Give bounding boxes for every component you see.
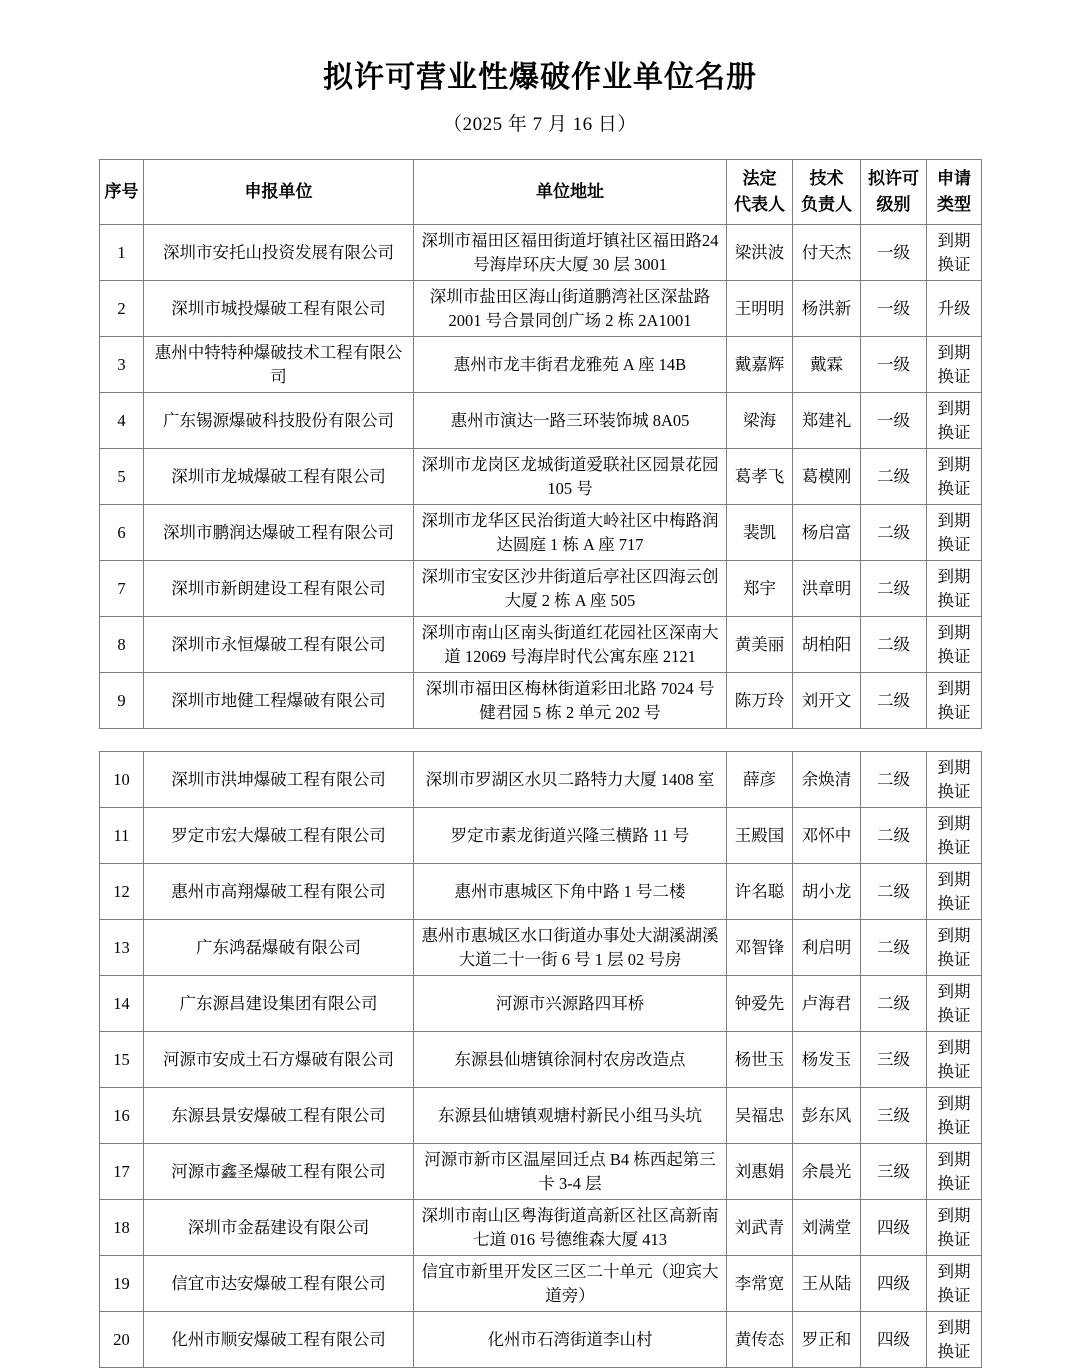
cell-apply-type: 到期换证 [927,673,982,729]
cell-unit: 深圳市龙城爆破工程有限公司 [144,449,414,505]
cell-grade: 二级 [861,920,927,976]
table-body-part1 [100,225,982,729]
header-unit: 申报单位 [144,160,414,225]
cell-index: 13 [100,920,144,976]
cell-index: 7 [100,561,144,617]
table-row [100,449,982,505]
cell-legal-rep: 钟爱先 [727,976,793,1032]
cell-legal-rep: 梁洪波 [727,225,793,281]
registry-table-container [99,138,981,1368]
cell-legal-rep: 戴嘉辉 [727,337,793,393]
table-row [100,337,982,393]
cell-index: 18 [100,1200,144,1256]
cell-apply-type: 到期换证 [927,337,982,393]
cell-address: 惠州市演达一路三环装饰城 8A05 [414,393,727,449]
header-apply-type-line1: 申请 [937,169,971,188]
cell-legal-rep: 黄传态 [727,1312,793,1368]
cell-grade: 二级 [861,752,927,808]
cell-tech-lead: 邓怀中 [793,808,861,864]
cell-tech-lead: 利启明 [793,920,861,976]
header-tech-lead [793,160,861,225]
cell-address: 惠州市惠城区水口街道办事处大湖溪湖溪大道二十一街 6 号 1 层 02 号房 [414,920,727,976]
cell-apply-type: 到期换证 [927,225,982,281]
cell-tech-lead: 杨启富 [793,505,861,561]
cell-address: 深圳市南山区南头街道红花园社区深南大道 12069 号海岸时代公寓东座 2121 [414,617,727,673]
registry-table-part2 [99,751,982,1368]
cell-unit: 深圳市新朗建设工程有限公司 [144,561,414,617]
cell-grade: 二级 [861,505,927,561]
cell-index: 6 [100,505,144,561]
cell-apply-type: 到期换证 [927,1144,982,1200]
cell-tech-lead: 王从陆 [793,1256,861,1312]
cell-address: 罗定市素龙街道兴隆三横路 11 号 [414,808,727,864]
cell-index: 5 [100,449,144,505]
table-row [100,561,982,617]
cell-address: 深圳市龙岗区龙城街道爱联社区园景花园 105 号 [414,449,727,505]
cell-tech-lead: 刘满堂 [793,1200,861,1256]
cell-index: 1 [100,225,144,281]
cell-index: 15 [100,1032,144,1088]
cell-legal-rep: 刘惠娟 [727,1144,793,1200]
cell-index: 16 [100,1088,144,1144]
table-row [100,393,982,449]
cell-unit: 广东锡源爆破科技股份有限公司 [144,393,414,449]
cell-unit: 罗定市宏大爆破工程有限公司 [144,808,414,864]
cell-legal-rep: 裴凯 [727,505,793,561]
cell-index: 10 [100,752,144,808]
table-row [100,673,982,729]
cell-grade: 二级 [861,617,927,673]
table-row [100,281,982,337]
header-address: 单位地址 [414,160,727,225]
cell-apply-type: 到期换证 [927,1312,982,1368]
cell-address: 河源市新市区温屋回迁点 B4 栋西起第三卡 3-4 层 [414,1144,727,1200]
cell-legal-rep: 王明明 [727,281,793,337]
cell-apply-type: 到期换证 [927,617,982,673]
cell-index: 3 [100,337,144,393]
table-row [100,225,982,281]
cell-tech-lead: 胡小龙 [793,864,861,920]
cell-legal-rep: 黄美丽 [727,617,793,673]
cell-grade: 四级 [861,1312,927,1368]
cell-tech-lead: 付天杰 [793,225,861,281]
cell-grade: 二级 [861,673,927,729]
cell-grade: 二级 [861,449,927,505]
cell-address: 深圳市福田区梅林街道彩田北路 7024 号健君园 5 栋 2 单元 202 号 [414,673,727,729]
cell-unit: 深圳市城投爆破工程有限公司 [144,281,414,337]
cell-grade: 二级 [861,808,927,864]
cell-legal-rep: 王殿国 [727,808,793,864]
cell-index: 8 [100,617,144,673]
cell-apply-type: 到期换证 [927,1200,982,1256]
cell-unit: 河源市鑫圣爆破工程有限公司 [144,1144,414,1200]
cell-unit: 信宜市达安爆破工程有限公司 [144,1256,414,1312]
cell-address: 河源市兴源路四耳桥 [414,976,727,1032]
cell-tech-lead: 余晨光 [793,1144,861,1200]
cell-tech-lead: 罗正和 [793,1312,861,1368]
table-header [100,160,982,225]
cell-grade: 一级 [861,225,927,281]
cell-address: 深圳市盐田区海山街道鹏湾社区深盐路2001 号合景同创广场 2 栋 2A1001 [414,281,727,337]
header-grade-line1: 拟许可 [868,169,919,188]
page-break-gap [99,729,981,751]
cell-grade: 三级 [861,1144,927,1200]
cell-grade: 四级 [861,1256,927,1312]
cell-apply-type: 到期换证 [927,449,982,505]
cell-apply-type: 升级 [927,281,982,337]
cell-apply-type: 到期换证 [927,920,982,976]
cell-index: 17 [100,1144,144,1200]
table-row [100,808,982,864]
cell-legal-rep: 许名聪 [727,864,793,920]
cell-index: 9 [100,673,144,729]
table-row [100,1312,982,1368]
cell-legal-rep: 陈万玲 [727,673,793,729]
cell-grade: 四级 [861,1200,927,1256]
cell-address: 惠州市惠城区下角中路 1 号二楼 [414,864,727,920]
cell-apply-type: 到期换证 [927,393,982,449]
cell-address: 惠州市龙丰街君龙雅苑 A 座 14B [414,337,727,393]
cell-unit: 深圳市洪坤爆破工程有限公司 [144,752,414,808]
cell-tech-lead: 胡柏阳 [793,617,861,673]
cell-unit: 化州市顺安爆破工程有限公司 [144,1312,414,1368]
cell-apply-type: 到期换证 [927,561,982,617]
cell-tech-lead: 戴霖 [793,337,861,393]
cell-index: 19 [100,1256,144,1312]
cell-unit: 惠州市高翔爆破工程有限公司 [144,864,414,920]
cell-grade: 二级 [861,561,927,617]
cell-grade: 一级 [861,337,927,393]
cell-tech-lead: 郑建礼 [793,393,861,449]
cell-index: 20 [100,1312,144,1368]
page-title: 拟许可营业性爆破作业单位名册 [323,61,757,94]
table-row [100,1256,982,1312]
cell-unit: 东源县景安爆破工程有限公司 [144,1088,414,1144]
cell-apply-type: 到期换证 [927,1088,982,1144]
cell-tech-lead: 刘开文 [793,673,861,729]
cell-grade: 二级 [861,976,927,1032]
cell-index: 2 [100,281,144,337]
table-row [100,864,982,920]
cell-tech-lead: 杨洪新 [793,281,861,337]
cell-apply-type: 到期换证 [927,1256,982,1312]
table-row [100,1144,982,1200]
header-legal-rep-line1: 法定 [742,169,777,188]
cell-legal-rep: 吴福忠 [727,1088,793,1144]
cell-apply-type: 到期换证 [927,976,982,1032]
header-index: 序号 [100,160,144,225]
table-row [100,505,982,561]
cell-unit: 深圳市金磊建设有限公司 [144,1200,414,1256]
cell-unit: 深圳市鹏润达爆破工程有限公司 [144,505,414,561]
document-date: （2025 年 7 月 16 日） [443,114,637,135]
header-tech-lead-line2: 负责人 [801,195,852,214]
cell-tech-lead: 葛模刚 [793,449,861,505]
cell-address: 深圳市南山区粤海街道高新区社区高新南七道 016 号德维森大厦 413 [414,1200,727,1256]
table-row [100,617,982,673]
cell-grade: 二级 [861,864,927,920]
cell-apply-type: 到期换证 [927,808,982,864]
cell-apply-type: 到期换证 [927,1032,982,1088]
registry-table-part1 [99,159,982,729]
cell-address: 东源县仙塘镇观塘村新民小组马头坑 [414,1088,727,1144]
cell-index: 4 [100,393,144,449]
table-row [100,752,982,808]
table-body-part2 [100,752,982,1368]
cell-grade: 一级 [861,281,927,337]
cell-address: 化州市石湾街道李山村 [414,1312,727,1368]
cell-grade: 三级 [861,1032,927,1088]
cell-legal-rep: 李常宽 [727,1256,793,1312]
cell-address: 深圳市福田区福田街道圩镇社区福田路24 号海岸环庆大厦 30 层 3001 [414,225,727,281]
cell-legal-rep: 刘武青 [727,1200,793,1256]
cell-apply-type: 到期换证 [927,864,982,920]
cell-unit: 深圳市安托山投资发展有限公司 [144,225,414,281]
cell-legal-rep: 邓智锋 [727,920,793,976]
cell-unit: 广东源昌建设集团有限公司 [144,976,414,1032]
cell-address: 东源县仙塘镇徐洞村农房改造点 [414,1032,727,1088]
cell-address: 深圳市罗湖区水贝二路特力大厦 1408 室 [414,752,727,808]
cell-tech-lead: 彭东风 [793,1088,861,1144]
table-row [100,1032,982,1088]
cell-tech-lead: 洪章明 [793,561,861,617]
cell-tech-lead: 杨发玉 [793,1032,861,1088]
header-apply-type-line2: 类型 [937,195,971,214]
cell-unit: 河源市安成土石方爆破有限公司 [144,1032,414,1088]
header-grade [861,160,927,225]
table-row [100,1088,982,1144]
header-legal-rep [727,160,793,225]
header-legal-rep-line2: 代表人 [734,195,785,214]
cell-tech-lead: 余焕清 [793,752,861,808]
header-tech-lead-line1: 技术 [809,169,844,188]
header-apply-type [927,160,982,225]
cell-legal-rep: 薛彦 [727,752,793,808]
cell-legal-rep: 杨世玉 [727,1032,793,1088]
cell-tech-lead: 卢海君 [793,976,861,1032]
header-row [100,160,982,225]
cell-unit: 惠州中特特种爆破技术工程有限公司 [144,337,414,393]
cell-index: 12 [100,864,144,920]
cell-grade: 三级 [861,1088,927,1144]
cell-unit: 深圳市永恒爆破工程有限公司 [144,617,414,673]
table-row [100,976,982,1032]
cell-address: 深圳市龙华区民治街道大岭社区中梅路润达圆庭 1 栋 A 座 717 [414,505,727,561]
cell-address: 信宜市新里开发区三区二十单元（迎宾大道旁） [414,1256,727,1312]
cell-apply-type: 到期换证 [927,505,982,561]
cell-address: 深圳市宝安区沙井街道后亭社区四海云创大厦 2 栋 A 座 505 [414,561,727,617]
cell-legal-rep: 葛孝飞 [727,449,793,505]
cell-index: 11 [100,808,144,864]
cell-grade: 一级 [861,393,927,449]
cell-apply-type: 到期换证 [927,752,982,808]
table-row [100,920,982,976]
cell-legal-rep: 郑宇 [727,561,793,617]
cell-unit: 深圳市地健工程爆破有限公司 [144,673,414,729]
cell-legal-rep: 梁海 [727,393,793,449]
table-row [100,1200,982,1256]
header-grade-line2: 级别 [876,195,911,214]
cell-unit: 广东鸿磊爆破有限公司 [144,920,414,976]
cell-index: 14 [100,976,144,1032]
